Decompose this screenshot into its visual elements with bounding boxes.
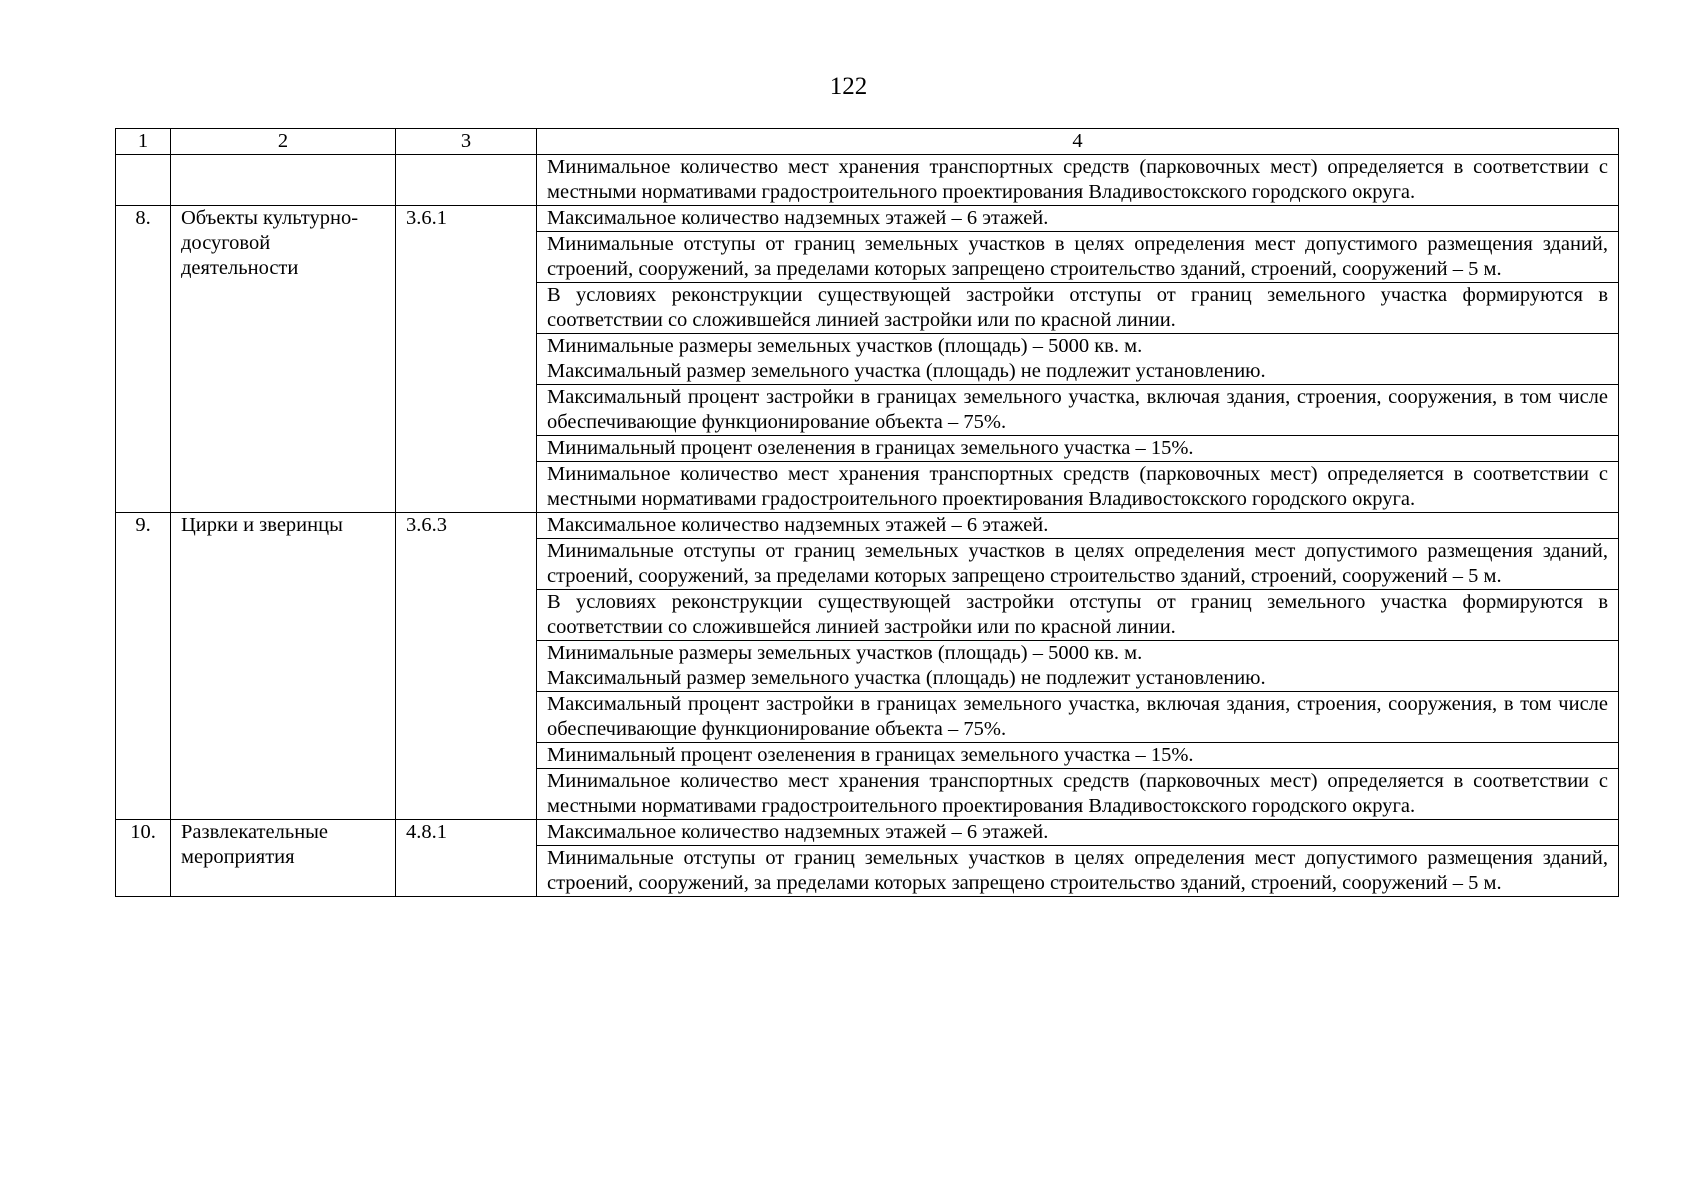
- parameter-cell: [537, 155, 1619, 206]
- use-type-name: Развлекательные мероприятия: [171, 820, 396, 897]
- parameter-text: В условиях реконструкции существующей застройки отступы от границ земельного участка формируются в соответствии со сложившейся линией застройки или по красной линии.: [547, 591, 1608, 638]
- parameter-cell: [537, 283, 1619, 334]
- parameter-text: Минимальное количество мест хранения транспортных средств (парковочных мест) определяется в соответствии с местными нормативами градостроительного проектирования Владивостокского городского округа.: [547, 463, 1608, 510]
- parameter-text: Максимальное количество надземных этажей – 6 этажей.: [547, 207, 1049, 229]
- parameter-text: Минимальный процент озеленения в границах земельного участка – 15%.: [547, 744, 1194, 766]
- parameter-text: Минимальные отступы от границ земельных участков в целях определения мест допустимого размещения зданий, строений, сооружений, за пределами которых запрещено строительство зданий, строений, сооружений – 5 м.: [547, 540, 1608, 587]
- parameter-text: Минимальные отступы от границ земельных участков в целях определения мест допустимого размещения зданий, строений, сооружений, за пределами которых запрещено строительство зданий, строений, сооружений – 5 м.: [547, 233, 1608, 280]
- parameter-text: Минимальные отступы от границ земельных участков в целях определения мест допустимого размещения зданий, строений, сооружений, за пределами которых запрещено строительство зданий, строений, сооружений – 5 м.: [547, 847, 1608, 894]
- parameter-cell: [537, 590, 1619, 641]
- parameter-cell: [537, 385, 1619, 436]
- parameter-cell: [537, 206, 1619, 232]
- parameter-text: Максимальный размер земельного участка (площадь) не подлежит установлению.: [547, 360, 1266, 382]
- use-type-code: 4.8.1: [396, 820, 537, 897]
- parameter-cell: [537, 769, 1619, 820]
- empty-cell: [396, 155, 537, 206]
- parameter-cell: [537, 334, 1619, 385]
- table-row: [116, 820, 1619, 846]
- parameter-text: Максимальный размер земельного участка (площадь) не подлежит установлению.: [547, 667, 1266, 689]
- table-row: [116, 155, 1619, 206]
- parameter-text: В условиях реконструкции существующей застройки отступы от границ земельного участка формируются в соответствии со сложившейся линией застройки или по красной линии.: [547, 284, 1608, 331]
- use-type-name: Объекты культурно-досуговой деятельности: [171, 206, 396, 513]
- page-number: 122: [829, 73, 868, 100]
- parameter-text: Минимальный процент озеленения в границах земельного участка – 15%.: [547, 437, 1194, 459]
- table-row: [116, 513, 1619, 539]
- parameter-cell: [537, 846, 1619, 897]
- row-number: 10.: [116, 820, 171, 897]
- empty-cell: [116, 155, 171, 206]
- row-number: 8.: [116, 206, 171, 513]
- use-type-name: Цирки и зверинцы: [171, 513, 396, 820]
- parameter-text: Минимальное количество мест хранения транспортных средств (парковочных мест) определяется в соответствии с местными нормативами градостроительного проектирования Владивостокского городского округа.: [547, 156, 1608, 203]
- row-number: 9.: [116, 513, 171, 820]
- parameter-cell: [537, 641, 1619, 692]
- column-header-1: 1: [116, 129, 171, 155]
- header-row: [116, 129, 1619, 155]
- use-type-code: 3.6.1: [396, 206, 537, 513]
- parameter-cell: [537, 232, 1619, 283]
- parameter-text: Минимальные размеры земельных участков (площадь) – 5000 кв. м.: [547, 642, 1143, 664]
- table-row: [116, 206, 1619, 232]
- parameter-cell: [537, 820, 1619, 846]
- parameter-text: Максимальное количество надземных этажей – 6 этажей.: [547, 514, 1049, 536]
- parameter-text: Максимальное количество надземных этажей – 6 этажей.: [547, 821, 1049, 843]
- column-header-2: 2: [171, 129, 396, 155]
- parameter-text: Максимальный процент застройки в границах земельного участка, включая здания, строения, сооружения, в том числе обеспечивающие функционирование объекта – 75%.: [547, 386, 1608, 433]
- table-body: [116, 155, 1619, 897]
- parameter-cell: [537, 743, 1619, 769]
- parameter-cell: [537, 539, 1619, 590]
- regulations-table: [115, 128, 1619, 897]
- parameter-cell: [537, 692, 1619, 743]
- parameter-text: Минимальные размеры земельных участков (площадь) – 5000 кв. м.: [547, 335, 1143, 357]
- column-header-4: 4: [537, 129, 1619, 155]
- parameter-text: Максимальный процент застройки в границах земельного участка, включая здания, строения, сооружения, в том числе обеспечивающие функционирование объекта – 75%.: [547, 693, 1608, 740]
- empty-cell: [171, 155, 396, 206]
- parameter-cell: [537, 462, 1619, 513]
- parameter-cell: [537, 436, 1619, 462]
- column-header-3: 3: [396, 129, 537, 155]
- parameter-cell: [537, 513, 1619, 539]
- use-type-code: 3.6.3: [396, 513, 537, 820]
- parameter-text: Минимальное количество мест хранения транспортных средств (парковочных мест) определяется в соответствии с местными нормативами градостроительного проектирования Владивостокского городского округа.: [547, 770, 1608, 817]
